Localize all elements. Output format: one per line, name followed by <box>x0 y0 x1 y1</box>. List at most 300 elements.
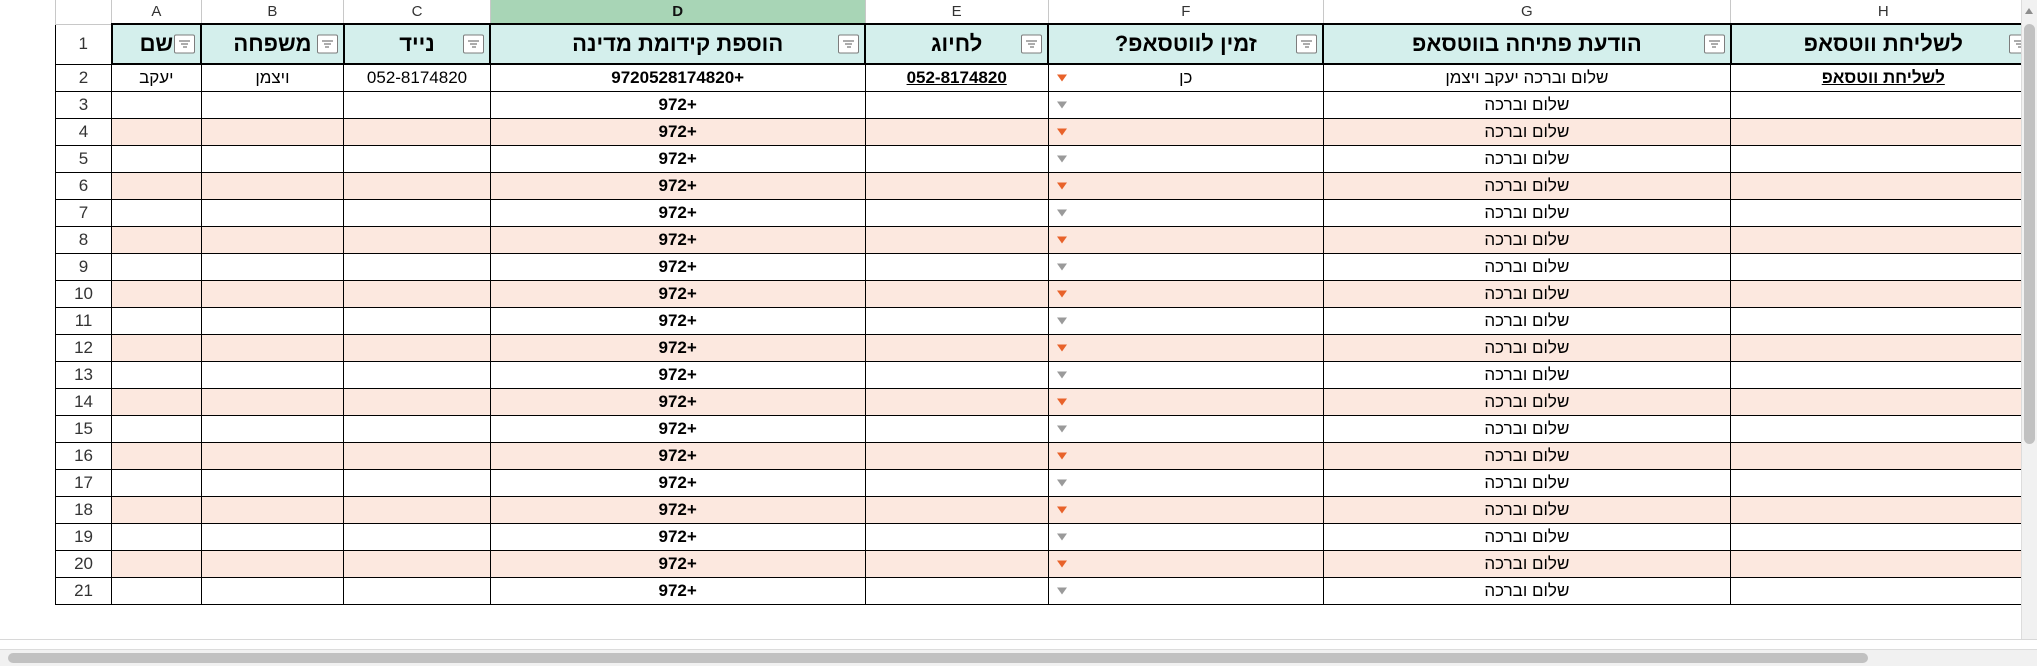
cell-D5[interactable] <box>490 145 865 172</box>
cell-value: שלום וברכה <box>1484 122 1570 141</box>
table-row[interactable] <box>56 469 2037 496</box>
cell-A7[interactable] <box>112 199 202 226</box>
cell-value: +972 <box>658 176 697 195</box>
cell-E14[interactable] <box>865 388 1048 415</box>
cell-B18[interactable] <box>201 496 344 523</box>
table-row[interactable] <box>56 226 2037 253</box>
filter-icon-F[interactable] <box>1296 35 1317 54</box>
row-header-1[interactable]: 1 <box>56 24 112 64</box>
table-row[interactable] <box>56 388 2037 415</box>
cell-C8[interactable] <box>344 226 491 253</box>
table-row[interactable] <box>56 253 2037 280</box>
cell-E15[interactable] <box>865 415 1048 442</box>
header-label-A: שם <box>139 31 174 56</box>
cell-H13[interactable] <box>1731 361 2036 388</box>
cell-A4[interactable] <box>112 118 202 145</box>
cell-A20[interactable] <box>112 550 202 577</box>
cell-E18[interactable] <box>865 496 1048 523</box>
cell-B14[interactable] <box>201 388 344 415</box>
table-row[interactable] <box>56 91 2037 118</box>
cell-F21[interactable] <box>1048 577 1323 604</box>
cell-A8[interactable] <box>112 226 202 253</box>
header-cell-E[interactable] <box>865 24 1048 64</box>
cell-F20[interactable] <box>1048 550 1323 577</box>
cell-value: שלום וברכה <box>1484 527 1570 546</box>
table-row[interactable] <box>56 334 2037 361</box>
cell-A5[interactable] <box>112 145 202 172</box>
cell-H6[interactable] <box>1731 172 2036 199</box>
cell-G12[interactable] <box>1323 334 1730 361</box>
row-header-18[interactable]: 18 <box>56 496 112 523</box>
dropdown-arrow-icon[interactable] <box>1057 506 1067 513</box>
cell-F16[interactable] <box>1048 442 1323 469</box>
cell-F8[interactable] <box>1048 226 1323 253</box>
cell-E13[interactable] <box>865 361 1048 388</box>
table-row[interactable] <box>56 280 2037 307</box>
header-label-C: נייד <box>399 31 435 56</box>
dropdown-arrow-icon[interactable] <box>1057 371 1067 378</box>
vertical-scrollbar[interactable] <box>2021 0 2037 666</box>
cell-F4[interactable] <box>1048 118 1323 145</box>
column-header-F[interactable]: F <box>1048 0 1323 24</box>
cell-C12[interactable] <box>344 334 491 361</box>
cell-A3[interactable] <box>112 91 202 118</box>
cell-value: שלום וברכה <box>1484 95 1570 114</box>
cell-H4[interactable] <box>1731 118 2036 145</box>
cell-D13[interactable] <box>490 361 865 388</box>
header-cell-G[interactable] <box>1323 24 1730 64</box>
dropdown-arrow-icon[interactable] <box>1057 290 1067 297</box>
select-all-corner[interactable] <box>56 0 112 24</box>
cell-C17[interactable] <box>344 469 491 496</box>
cell-value: ויצמן <box>255 68 290 88</box>
cell-H3[interactable] <box>1731 91 2036 118</box>
header-label-F: זמין לווטסאפ? <box>1114 31 1257 56</box>
cell-F18[interactable] <box>1048 496 1323 523</box>
cell-A14[interactable] <box>112 388 202 415</box>
cell-H10[interactable] <box>1731 280 2036 307</box>
cell-D14[interactable] <box>490 388 865 415</box>
cell-G4[interactable] <box>1323 118 1730 145</box>
cell-value: שלום וברכה <box>1484 500 1570 519</box>
cell-C21[interactable] <box>344 577 491 604</box>
column-header-A[interactable]: A <box>112 0 202 24</box>
cell-D8[interactable] <box>490 226 865 253</box>
cell-value: שלום וברכה <box>1484 554 1570 573</box>
cell-H18[interactable] <box>1731 496 2036 523</box>
cell-G6[interactable] <box>1323 172 1730 199</box>
table-row[interactable] <box>56 496 2037 523</box>
cell-value: +9720528174820 <box>611 68 745 88</box>
cell-A13[interactable] <box>112 361 202 388</box>
cell-value: שלום וברכה <box>1484 230 1570 249</box>
row-header-16[interactable]: 16 <box>56 442 112 469</box>
filter-icon-B[interactable] <box>317 35 338 54</box>
cell-E7[interactable] <box>865 199 1048 226</box>
row-header-8[interactable]: 8 <box>56 226 112 253</box>
cell-B10[interactable] <box>201 280 344 307</box>
header-label-D: הוספת קידומת מדינה <box>572 31 784 56</box>
cell-B19[interactable] <box>201 523 344 550</box>
row-header-20[interactable]: 20 <box>56 550 112 577</box>
cell-D10[interactable] <box>490 280 865 307</box>
cell-G11[interactable] <box>1323 307 1730 334</box>
table-row[interactable] <box>56 199 2037 226</box>
cell-H19[interactable] <box>1731 523 2036 550</box>
cell-H21[interactable] <box>1731 577 2036 604</box>
row-header-9[interactable]: 9 <box>56 253 112 280</box>
table-row[interactable] <box>56 118 2037 145</box>
cell-G8[interactable] <box>1323 226 1730 253</box>
cell-C16[interactable] <box>344 442 491 469</box>
cell-D9[interactable] <box>490 253 865 280</box>
cell-H9[interactable] <box>1731 253 2036 280</box>
header-cell-C[interactable] <box>344 24 491 64</box>
cell-H17[interactable] <box>1731 469 2036 496</box>
table-row[interactable] <box>56 64 2037 91</box>
header-cell-A[interactable] <box>112 24 202 64</box>
header-label-E: לחיוג <box>930 31 983 56</box>
cell-H2[interactable] <box>1731 64 2036 91</box>
cell-C13[interactable] <box>344 361 491 388</box>
column-header-D[interactable]: D <box>490 0 865 24</box>
table-row[interactable] <box>56 307 2037 334</box>
cell-C15[interactable] <box>344 415 491 442</box>
cell-D4[interactable] <box>490 118 865 145</box>
cell-value: 052-8174820 <box>906 68 1007 88</box>
filter-icon-A[interactable] <box>174 35 195 54</box>
dropdown-arrow-icon[interactable] <box>1057 236 1067 243</box>
row-header-7[interactable]: 7 <box>56 199 112 226</box>
header-cell-H[interactable] <box>1731 24 2036 64</box>
cell-B2[interactable] <box>201 64 344 91</box>
cell-value: +972 <box>658 203 697 222</box>
header-cell-D[interactable] <box>490 24 865 64</box>
cell-value: 052-8174820 <box>366 68 468 88</box>
filter-icon-C[interactable] <box>463 35 484 54</box>
cell-B9[interactable] <box>201 253 344 280</box>
cell-B16[interactable] <box>201 442 344 469</box>
dropdown-arrow-icon[interactable] <box>1057 587 1067 594</box>
cell-G2[interactable] <box>1323 64 1730 91</box>
dropdown-arrow-icon[interactable] <box>1057 74 1067 81</box>
row-header-21[interactable]: 21 <box>56 577 112 604</box>
cell-H16[interactable] <box>1731 442 2036 469</box>
dropdown-arrow-icon[interactable] <box>1057 182 1067 189</box>
cell-E6[interactable] <box>865 172 1048 199</box>
cell-value: +972 <box>658 122 697 141</box>
cell-H8[interactable] <box>1731 226 2036 253</box>
cell-F7[interactable] <box>1048 199 1323 226</box>
cell-G3[interactable] <box>1323 91 1730 118</box>
grid-body <box>56 0 2037 604</box>
cell-A21[interactable] <box>112 577 202 604</box>
dropdown-arrow-icon[interactable] <box>1057 317 1067 324</box>
cell-B3[interactable] <box>201 91 344 118</box>
cell-H15[interactable] <box>1731 415 2036 442</box>
row-header-10[interactable]: 10 <box>56 280 112 307</box>
cell-G14[interactable] <box>1323 388 1730 415</box>
table-row[interactable] <box>56 577 2037 604</box>
cell-E12[interactable] <box>865 334 1048 361</box>
cell-D2[interactable] <box>490 64 865 91</box>
header-label-H: לשליחת ווטסאפ <box>1803 31 1963 56</box>
cell-E20[interactable] <box>865 550 1048 577</box>
cell-F13[interactable] <box>1048 361 1323 388</box>
cell-A19[interactable] <box>112 523 202 550</box>
row-header-11[interactable]: 11 <box>56 307 112 334</box>
dropdown-arrow-icon[interactable] <box>1057 479 1067 486</box>
cell-E8[interactable] <box>865 226 1048 253</box>
scroll-up-icon[interactable] <box>2025 8 2033 14</box>
cell-H11[interactable] <box>1731 307 2036 334</box>
table-row[interactable] <box>56 550 2037 577</box>
cell-G16[interactable] <box>1323 442 1730 469</box>
cell-value: +972 <box>658 419 697 438</box>
cell-value: +972 <box>658 230 697 249</box>
cell-E17[interactable] <box>865 469 1048 496</box>
cell-value: +972 <box>658 446 697 465</box>
cell-E11[interactable] <box>865 307 1048 334</box>
row-header-14[interactable]: 14 <box>56 388 112 415</box>
cell-E5[interactable] <box>865 145 1048 172</box>
cell-F10[interactable] <box>1048 280 1323 307</box>
cell-D3[interactable] <box>490 91 865 118</box>
horizontal-scrollbar[interactable] <box>0 649 2037 666</box>
cell-value: +972 <box>658 473 697 492</box>
cell-value: +972 <box>658 500 697 519</box>
cell-G13[interactable] <box>1323 361 1730 388</box>
cell-B13[interactable] <box>201 361 344 388</box>
cell-D7[interactable] <box>490 199 865 226</box>
cell-value: +972 <box>658 338 697 357</box>
cell-G17[interactable] <box>1323 469 1730 496</box>
cell-G21[interactable] <box>1323 577 1730 604</box>
cell-B11[interactable] <box>201 307 344 334</box>
header-label-B: משפחה <box>233 31 312 56</box>
filter-icon-G[interactable] <box>1704 35 1725 54</box>
cell-E4[interactable] <box>865 118 1048 145</box>
cell-value: שלום וברכה <box>1484 149 1570 168</box>
header-cell-F[interactable] <box>1048 24 1323 64</box>
cell-D19[interactable] <box>490 523 865 550</box>
cell-D18[interactable] <box>490 496 865 523</box>
cell-C14[interactable] <box>344 388 491 415</box>
cell-F5[interactable] <box>1048 145 1323 172</box>
cell-value: שלום וברכה <box>1484 392 1570 411</box>
cell-G20[interactable] <box>1323 550 1730 577</box>
row-header-5[interactable]: 5 <box>56 145 112 172</box>
cell-D17[interactable] <box>490 469 865 496</box>
cell-value: יעקב <box>139 68 174 88</box>
cell-value: שלום וברכה <box>1484 284 1570 303</box>
cell-F6[interactable] <box>1048 172 1323 199</box>
header-cell-B[interactable] <box>201 24 344 64</box>
cell-C11[interactable] <box>344 307 491 334</box>
cell-E3[interactable] <box>865 91 1048 118</box>
row-header-12[interactable]: 12 <box>56 334 112 361</box>
cell-E19[interactable] <box>865 523 1048 550</box>
table-row[interactable] <box>56 415 2037 442</box>
table-row[interactable] <box>56 145 2037 172</box>
cell-B21[interactable] <box>201 577 344 604</box>
dropdown-arrow-icon[interactable] <box>1057 155 1067 162</box>
cell-D21[interactable] <box>490 577 865 604</box>
cell-B15[interactable] <box>201 415 344 442</box>
dropdown-arrow-icon[interactable] <box>1057 344 1067 351</box>
horizontal-scroll-thumb[interactable] <box>8 653 1868 663</box>
cell-E21[interactable] <box>865 577 1048 604</box>
table-row[interactable] <box>56 172 2037 199</box>
row-header-2[interactable]: 2 <box>56 64 112 91</box>
column-header-E[interactable]: E <box>865 0 1048 24</box>
cell-value: שלום וברכה יעקב ויצמן <box>1445 68 1609 88</box>
cell-G9[interactable] <box>1323 253 1730 280</box>
cell-C9[interactable] <box>344 253 491 280</box>
cell-E10[interactable] <box>865 280 1048 307</box>
row-header-17[interactable]: 17 <box>56 469 112 496</box>
dropdown-arrow-icon[interactable] <box>1057 452 1067 459</box>
cell-A6[interactable] <box>112 172 202 199</box>
cell-G15[interactable] <box>1323 415 1730 442</box>
cell-G18[interactable] <box>1323 496 1730 523</box>
row-header-19[interactable]: 19 <box>56 523 112 550</box>
cell-value: +972 <box>658 581 697 600</box>
cell-A2[interactable] <box>112 64 202 91</box>
cell-D11[interactable] <box>490 307 865 334</box>
spreadsheet-grid[interactable] <box>55 0 2037 605</box>
cell-F2[interactable] <box>1048 64 1323 91</box>
cell-value: שלום וברכה <box>1484 203 1570 222</box>
cell-C3[interactable] <box>344 91 491 118</box>
cell-F3[interactable] <box>1048 91 1323 118</box>
cell-A18[interactable] <box>112 496 202 523</box>
filter-icon-E[interactable] <box>1021 35 1042 54</box>
cell-A15[interactable] <box>112 415 202 442</box>
cell-D16[interactable] <box>490 442 865 469</box>
cell-value: +972 <box>658 527 697 546</box>
cell-F11[interactable] <box>1048 307 1323 334</box>
vertical-scroll-thumb[interactable] <box>2024 24 2035 444</box>
cell-H5[interactable] <box>1731 145 2036 172</box>
row-header-6[interactable]: 6 <box>56 172 112 199</box>
cell-D6[interactable] <box>490 172 865 199</box>
cell-value: שלום וברכה <box>1484 311 1570 330</box>
dropdown-arrow-icon[interactable] <box>1057 425 1067 432</box>
cell-D20[interactable] <box>490 550 865 577</box>
cell-value: +972 <box>658 392 697 411</box>
cell-A10[interactable] <box>112 280 202 307</box>
cell-A16[interactable] <box>112 442 202 469</box>
header-label-G: הודעת פתיחה בווטסאפ <box>1412 31 1642 56</box>
column-header-G[interactable]: G <box>1323 0 1730 24</box>
cell-C4[interactable] <box>344 118 491 145</box>
cell-E16[interactable] <box>865 442 1048 469</box>
cell-H20[interactable] <box>1731 550 2036 577</box>
cell-A17[interactable] <box>112 469 202 496</box>
cell-G10[interactable] <box>1323 280 1730 307</box>
cell-G19[interactable] <box>1323 523 1730 550</box>
cell-C7[interactable] <box>344 199 491 226</box>
table-row[interactable] <box>56 523 2037 550</box>
filter-icon-D[interactable] <box>838 35 859 54</box>
dropdown-arrow-icon[interactable] <box>1057 533 1067 540</box>
column-header-B[interactable]: B <box>201 0 344 24</box>
cell-value: +972 <box>658 257 697 276</box>
cell-value: שלום וברכה <box>1484 581 1570 600</box>
row-header-15[interactable]: 15 <box>56 415 112 442</box>
column-header-row[interactable] <box>56 0 2037 24</box>
cell-G7[interactable] <box>1323 199 1730 226</box>
cell-B20[interactable] <box>201 550 344 577</box>
cell-B5[interactable] <box>201 145 344 172</box>
cell-A11[interactable] <box>112 307 202 334</box>
cell-B7[interactable] <box>201 199 344 226</box>
column-header-C[interactable]: C <box>344 0 491 24</box>
cell-F17[interactable] <box>1048 469 1323 496</box>
cell-value: +972 <box>658 149 697 168</box>
dropdown-arrow-icon[interactable] <box>1057 263 1067 270</box>
cell-B12[interactable] <box>201 334 344 361</box>
dropdown-arrow-icon[interactable] <box>1057 101 1067 108</box>
table-row[interactable] <box>56 361 2037 388</box>
dropdown-arrow-icon[interactable] <box>1057 560 1067 567</box>
cell-value: +972 <box>658 365 697 384</box>
row-header-3[interactable]: 3 <box>56 91 112 118</box>
cell-C2[interactable] <box>344 64 491 91</box>
cell-H14[interactable] <box>1731 388 2036 415</box>
cell-value: שלום וברכה <box>1484 257 1570 276</box>
cell-E9[interactable] <box>865 253 1048 280</box>
cell-C6[interactable] <box>344 172 491 199</box>
cell-H7[interactable] <box>1731 199 2036 226</box>
cell-F12[interactable] <box>1048 334 1323 361</box>
table-row[interactable] <box>56 442 2037 469</box>
cell-B4[interactable] <box>201 118 344 145</box>
dropdown-arrow-icon[interactable] <box>1057 209 1067 216</box>
cell-C5[interactable] <box>344 145 491 172</box>
cell-B6[interactable] <box>201 172 344 199</box>
cell-value: +972 <box>658 95 697 114</box>
dropdown-arrow-icon[interactable] <box>1057 398 1067 405</box>
cell-F15[interactable] <box>1048 415 1323 442</box>
cell-D12[interactable] <box>490 334 865 361</box>
cell-A12[interactable] <box>112 334 202 361</box>
cell-B8[interactable] <box>201 226 344 253</box>
cell-value: לשליחת ווטסאפ <box>1821 68 1945 88</box>
cell-F9[interactable] <box>1048 253 1323 280</box>
cell-F19[interactable] <box>1048 523 1323 550</box>
cell-G5[interactable] <box>1323 145 1730 172</box>
header-row-1[interactable] <box>56 24 2037 64</box>
cell-value: כן <box>1179 68 1193 88</box>
column-header-H[interactable]: H <box>1731 0 2036 24</box>
cell-H12[interactable] <box>1731 334 2036 361</box>
cell-C10[interactable] <box>344 280 491 307</box>
cell-C18[interactable] <box>344 496 491 523</box>
cell-D15[interactable] <box>490 415 865 442</box>
row-header-13[interactable]: 13 <box>56 361 112 388</box>
cell-B17[interactable] <box>201 469 344 496</box>
dropdown-arrow-icon[interactable] <box>1057 128 1067 135</box>
row-header-4[interactable]: 4 <box>56 118 112 145</box>
cell-C20[interactable] <box>344 550 491 577</box>
cell-F14[interactable] <box>1048 388 1323 415</box>
cell-C19[interactable] <box>344 523 491 550</box>
cell-value: +972 <box>658 311 697 330</box>
cell-E2[interactable] <box>865 64 1048 91</box>
cell-A9[interactable] <box>112 253 202 280</box>
